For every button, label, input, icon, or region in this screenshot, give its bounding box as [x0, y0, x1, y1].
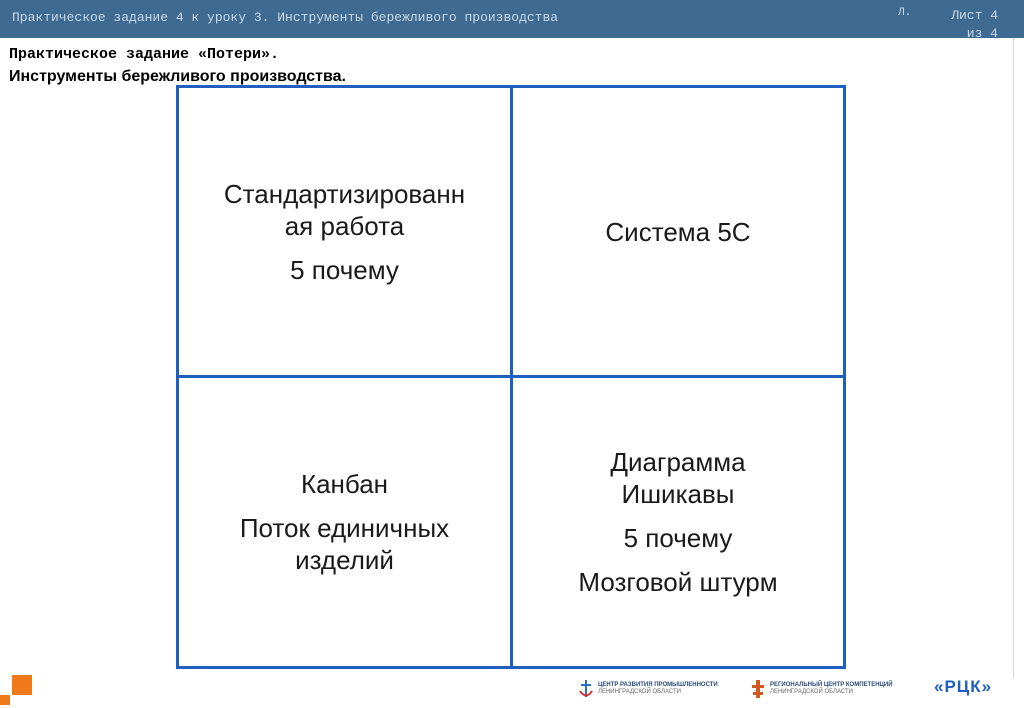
sheet-counter-line1: Лист 4 [951, 8, 998, 23]
orange-square-icon [12, 675, 32, 695]
tower-icon [750, 678, 766, 700]
cell-text: Канбан [300, 469, 389, 499]
cell-text: 5 почему [623, 523, 733, 553]
header-title: Практическое задание 4 к уроку 3. Инструменты бережливого производства [12, 10, 559, 25]
sheet-counter [926, 7, 998, 43]
orange-small-square-icon [0, 695, 10, 705]
cell-text: Мозговой штурм [578, 567, 778, 597]
logo1-line2: ЛЕНИНГРАДСКОЙ ОБЛАСТИ [598, 689, 681, 695]
logo-rck [934, 677, 992, 697]
subtitle-line1: Практическое задание «Потери». [9, 46, 280, 63]
cell-text: 5 почему [290, 254, 399, 285]
sheet-counter-line2: из 4 [966, 26, 998, 41]
cell-text: Ишикавы [621, 479, 735, 509]
logo-industry-center [578, 678, 718, 700]
logo3-text: «РЦК» [934, 677, 993, 696]
header-bar [0, 0, 1024, 41]
cell-text: ая работа [284, 210, 405, 241]
subtitle-line2: Инструменты бережливого производства. [9, 68, 346, 85]
grid-cell-bottom-right [510, 375, 846, 669]
grid-cell-top-right [510, 85, 846, 378]
right-divider [1013, 38, 1014, 678]
logo2-line1: РЕГИОНАЛЬНЫЙ ЦЕНТР КОМПЕТЕНЦИЙ [770, 682, 893, 688]
cell-text: Стандартизированн [223, 178, 466, 209]
cell-text: Поток единичных [239, 513, 450, 543]
page-subtitle [9, 44, 346, 88]
cell-text: Диаграмма [610, 447, 746, 477]
anchor-icon [578, 678, 594, 700]
logo-competence-center [750, 678, 893, 700]
header-l-mark: Л. [898, 7, 912, 19]
grid-cell-bottom-left [176, 375, 513, 669]
grid-cell-top-left [176, 85, 513, 378]
cell-text: изделий [295, 545, 394, 575]
logo1-line1: ЦЕНТР РАЗВИТИЯ ПРОМЫШЛЕННОСТИ [598, 682, 718, 688]
logo2-line2: ЛЕНИНГРАДСКОЙ ОБЛАСТИ [770, 689, 853, 695]
cell-text: Система 5С [605, 216, 751, 247]
